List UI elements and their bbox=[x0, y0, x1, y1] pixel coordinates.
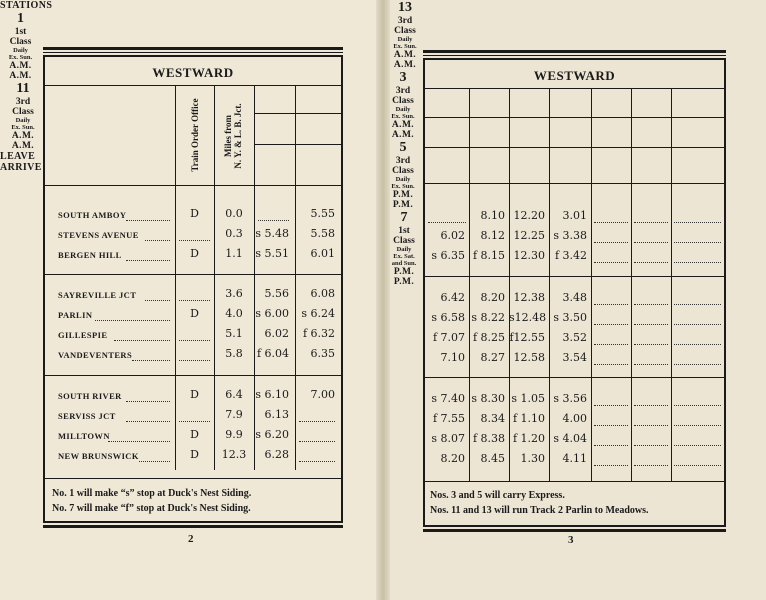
leader-dots bbox=[634, 424, 668, 426]
leader-dots bbox=[594, 444, 628, 446]
leader-dots bbox=[594, 323, 628, 325]
ampm-top: A.M. bbox=[393, 50, 417, 60]
train-class-line1: 3rd bbox=[395, 86, 411, 96]
train-class-line2: Class bbox=[12, 107, 34, 117]
leader-dots bbox=[674, 404, 721, 406]
time-cell: f 3.42 bbox=[554, 249, 587, 262]
train-class-line1: 1st bbox=[14, 27, 27, 37]
train-class-line2: Class bbox=[9, 37, 32, 47]
train-days-line1: Daily bbox=[13, 47, 28, 54]
time-cell: s 8.30 bbox=[471, 392, 505, 405]
bottom-rule bbox=[43, 525, 343, 528]
leader-dots bbox=[674, 261, 721, 263]
leader-dots bbox=[634, 241, 668, 243]
time-cell: 7.10 bbox=[440, 351, 465, 364]
leader-dots bbox=[126, 420, 170, 422]
time-cell: 5.55 bbox=[310, 207, 335, 220]
leader-dots bbox=[674, 221, 721, 223]
leader-dots bbox=[594, 241, 628, 243]
time-cell: s 6.20 bbox=[255, 428, 289, 441]
header-divider bbox=[45, 185, 341, 186]
ampm-top: A.M. bbox=[9, 61, 32, 71]
leader-dots bbox=[634, 343, 668, 345]
leader-dots bbox=[179, 299, 210, 301]
leader-dots bbox=[594, 343, 628, 345]
station-name: VANDEVENTERS bbox=[58, 350, 133, 360]
leave-label: LEAVE bbox=[0, 151, 36, 162]
time-cell: 12.38 bbox=[513, 291, 545, 304]
time-cell: f12.55 bbox=[509, 331, 545, 344]
leader-dots bbox=[634, 323, 668, 325]
miles-value: 0.0 bbox=[225, 207, 243, 220]
train-class-divider bbox=[425, 147, 724, 148]
train-number-divider bbox=[425, 117, 724, 118]
train-class-divider bbox=[254, 144, 341, 145]
time-cell: f 6.32 bbox=[302, 327, 335, 340]
time-cell: 8.20 bbox=[480, 291, 505, 304]
miles-value: 6.4 bbox=[225, 388, 243, 401]
footnote: No. 7 will make “f” stop at Duck's Nest Siding. bbox=[52, 503, 251, 514]
train-class-line2: Class bbox=[392, 96, 414, 106]
time-cell: 12.20 bbox=[513, 209, 545, 222]
time-cell: s 6.58 bbox=[431, 311, 465, 324]
train-number: 5 bbox=[399, 140, 407, 155]
train-order-office-header: Train Order Office bbox=[190, 98, 200, 172]
time-cell: s 3.50 bbox=[553, 311, 587, 324]
time-cell: s 5.51 bbox=[255, 247, 289, 260]
station-name: SOUTH RIVER bbox=[58, 391, 122, 401]
train-order-mark: D bbox=[190, 448, 199, 461]
ampm-top: A.M. bbox=[11, 131, 35, 141]
miles-value: 7.9 bbox=[225, 408, 243, 421]
train-days-line1: Daily bbox=[395, 106, 411, 113]
ampm-bottom: A.M. bbox=[11, 141, 35, 151]
time-cell: 6.01 bbox=[310, 247, 335, 260]
group-divider bbox=[45, 375, 341, 376]
ampm-top: P.M. bbox=[393, 267, 415, 277]
leader-dots bbox=[428, 221, 466, 223]
leader-dots bbox=[634, 261, 668, 263]
leader-dots bbox=[634, 464, 668, 466]
top-rule-thin bbox=[423, 55, 726, 56]
time-cell: 6.02 bbox=[440, 229, 465, 242]
time-cell: 8.34 bbox=[480, 412, 505, 425]
time-cell: 6.28 bbox=[264, 448, 289, 461]
train-class-line2: Class bbox=[393, 236, 415, 246]
time-cell: 8.12 bbox=[480, 229, 505, 242]
time-cell: 7.00 bbox=[310, 388, 335, 401]
time-cell: 3.48 bbox=[562, 291, 587, 304]
group-divider bbox=[45, 274, 341, 275]
train-days-line2: Ex. Sun. bbox=[393, 43, 417, 50]
time-cell: s 8.07 bbox=[431, 432, 465, 445]
leader-dots bbox=[126, 259, 170, 261]
time-cell: s 4.04 bbox=[553, 432, 587, 445]
miles-value: 1.1 bbox=[225, 247, 243, 260]
leader-dots bbox=[674, 343, 721, 345]
right-page bbox=[383, 0, 766, 600]
leader-dots bbox=[594, 424, 628, 426]
time-cell: s 3.56 bbox=[553, 392, 587, 405]
time-cell: s 7.40 bbox=[431, 392, 465, 405]
timetable-title: WESTWARD bbox=[533, 68, 616, 83]
train-class-line1: 3rd bbox=[397, 16, 413, 26]
footnote: Nos. 11 and 13 will run Track 2 Parlin to Meadows. bbox=[430, 505, 649, 516]
train-class-line2: Class bbox=[392, 166, 414, 176]
top-rule-thin bbox=[43, 52, 343, 53]
time-cell: f 8.15 bbox=[472, 249, 505, 262]
leader-dots bbox=[594, 404, 628, 406]
leader-dots bbox=[674, 241, 721, 243]
train-number: 3 bbox=[399, 70, 407, 85]
ampm-bottom: A.M. bbox=[9, 71, 32, 81]
ampm-bottom: P.M. bbox=[392, 200, 414, 210]
miles-header bbox=[223, 86, 245, 186]
timetable-title: WESTWARD bbox=[152, 65, 234, 80]
train-days-line1: Daily bbox=[15, 117, 31, 124]
station-name: BERGEN HILL bbox=[58, 250, 122, 260]
book-gutter bbox=[376, 0, 390, 600]
train-number: 1 bbox=[17, 11, 24, 26]
leader-dots bbox=[674, 424, 721, 426]
time-cell: s 8.22 bbox=[471, 311, 505, 324]
miles-value: 4.0 bbox=[225, 307, 243, 320]
time-cell: f 1.20 bbox=[512, 432, 545, 445]
station-name: NEW BRUNSWICK bbox=[58, 451, 139, 461]
time-cell: 3.54 bbox=[562, 351, 587, 364]
notes-divider bbox=[425, 481, 724, 482]
station-name: STEVENS AVENUE bbox=[58, 230, 139, 240]
time-cell: f 8.38 bbox=[472, 432, 505, 445]
leader-dots bbox=[126, 219, 170, 221]
leader-dots bbox=[108, 440, 170, 442]
time-cell: 6.42 bbox=[440, 291, 465, 304]
station-name: SERVISS JCT bbox=[58, 411, 116, 421]
leader-dots bbox=[132, 359, 170, 361]
miles-value: 5.8 bbox=[225, 347, 243, 360]
leader-dots bbox=[179, 339, 210, 341]
time-cell: 6.08 bbox=[310, 287, 335, 300]
leader-dots bbox=[674, 363, 721, 365]
ampm-bottom: P.M. bbox=[393, 277, 415, 287]
time-cell: s 1.05 bbox=[511, 392, 545, 405]
leader-dots bbox=[674, 323, 721, 325]
leader-dots bbox=[179, 239, 210, 241]
header-divider bbox=[425, 183, 724, 184]
time-cell: s 6.24 bbox=[301, 307, 335, 320]
leader-dots bbox=[299, 440, 335, 442]
time-cell: 8.20 bbox=[440, 452, 465, 465]
bottom-rule bbox=[423, 529, 726, 532]
train-days-line2: Ex. Sun. bbox=[8, 54, 33, 61]
leader-dots bbox=[258, 219, 289, 221]
time-cell: 4.11 bbox=[562, 452, 587, 465]
leader-dots bbox=[299, 460, 335, 462]
train-number-divider bbox=[254, 113, 341, 114]
train-days-line1: Daily bbox=[396, 246, 412, 253]
time-cell: 1.30 bbox=[520, 452, 545, 465]
train-number: 11 bbox=[16, 81, 30, 96]
train-order-mark: D bbox=[190, 388, 199, 401]
time-cell: s 6.10 bbox=[255, 388, 289, 401]
train-order-mark: D bbox=[190, 247, 199, 260]
leader-dots bbox=[179, 359, 210, 361]
leader-dots bbox=[95, 319, 170, 321]
leader-dots bbox=[179, 420, 210, 422]
leader-dots bbox=[145, 239, 170, 241]
leader-dots bbox=[594, 363, 628, 365]
train-class-line1: 3rd bbox=[15, 97, 31, 107]
train-order-mark: D bbox=[190, 428, 199, 441]
leader-dots bbox=[114, 339, 170, 341]
train-days-line1: Daily bbox=[395, 176, 411, 183]
train-days-line3: and Sun. bbox=[391, 260, 417, 267]
leader-dots bbox=[594, 261, 628, 263]
time-cell: f 1.10 bbox=[512, 412, 545, 425]
time-cell: f 7.55 bbox=[432, 412, 465, 425]
leader-dots bbox=[674, 303, 721, 305]
ampm-top: A.M. bbox=[391, 120, 415, 130]
leader-dots bbox=[634, 444, 668, 446]
ampm-top: P.M. bbox=[392, 190, 414, 200]
footnote: No. 1 will make “s” stop at Duck's Nest Siding. bbox=[52, 488, 252, 499]
leader-dots bbox=[634, 363, 668, 365]
time-cell: 12.30 bbox=[513, 249, 545, 262]
group-divider bbox=[425, 276, 724, 277]
train-days-line2: Ex. Sun. bbox=[391, 113, 415, 120]
notes-divider bbox=[45, 478, 341, 479]
train-days-line1: Daily bbox=[397, 36, 413, 43]
leader-dots bbox=[139, 460, 170, 462]
page-number: 3 bbox=[568, 534, 574, 546]
time-cell: f 6.04 bbox=[256, 347, 289, 360]
miles-value: 0.3 bbox=[225, 227, 243, 240]
miles-value: 12.3 bbox=[221, 448, 247, 461]
leader-dots bbox=[674, 444, 721, 446]
miles-value: 3.6 bbox=[225, 287, 243, 300]
time-cell: s 3.38 bbox=[553, 229, 587, 242]
train-days-line2: Ex. Sat. bbox=[393, 253, 415, 260]
train-class-line1: 3rd bbox=[395, 156, 411, 166]
leader-dots bbox=[594, 464, 628, 466]
group-divider bbox=[425, 377, 724, 378]
time-cell: 12.58 bbox=[513, 351, 545, 364]
time-cell: s 5.48 bbox=[255, 227, 289, 240]
leader-dots bbox=[634, 404, 668, 406]
time-cell: 6.02 bbox=[264, 327, 289, 340]
train-class-line2: Class bbox=[394, 26, 416, 36]
time-cell: 5.58 bbox=[310, 227, 335, 240]
leader-dots bbox=[145, 299, 170, 301]
train-days-line2: Ex. Sun. bbox=[391, 183, 415, 190]
ampm-bottom: A.M. bbox=[393, 60, 417, 70]
column-rule bbox=[175, 86, 176, 470]
footnote: Nos. 3 and 5 will carry Express. bbox=[430, 490, 565, 501]
time-cell: 4.00 bbox=[562, 412, 587, 425]
time-cell: 8.10 bbox=[480, 209, 505, 222]
time-cell: 8.27 bbox=[480, 351, 505, 364]
stations-header: STATIONS bbox=[0, 0, 53, 11]
train-days-line2: Ex. Sun. bbox=[11, 124, 35, 131]
time-cell: s 6.35 bbox=[431, 249, 465, 262]
time-cell: 3.01 bbox=[562, 209, 587, 222]
time-cell: 12.25 bbox=[513, 229, 545, 242]
station-name: GILLESPIE bbox=[58, 330, 108, 340]
miles-value: 5.1 bbox=[225, 327, 243, 340]
station-name: SOUTH AMBOY bbox=[58, 210, 127, 220]
time-cell: 6.13 bbox=[264, 408, 289, 421]
time-cell: 6.35 bbox=[310, 347, 335, 360]
page-number: 2 bbox=[188, 533, 194, 545]
arrive-label: ARRIVE bbox=[0, 162, 42, 173]
time-cell: f 8.25 bbox=[472, 331, 505, 344]
station-name: MILLTOWN bbox=[58, 431, 110, 441]
leader-dots bbox=[634, 221, 668, 223]
miles-header-line2: N. Y. & L. B. Jct. bbox=[233, 103, 243, 169]
train-order-mark: D bbox=[190, 307, 199, 320]
leader-dots bbox=[126, 400, 170, 402]
station-name: SAYREVILLE JCT bbox=[58, 290, 137, 300]
time-cell: s 6.00 bbox=[255, 307, 289, 320]
time-cell: 5.56 bbox=[264, 287, 289, 300]
station-name: PARLIN bbox=[58, 310, 93, 320]
miles-value: 9.9 bbox=[225, 428, 243, 441]
train-number: 13 bbox=[398, 0, 412, 15]
time-cell: 8.45 bbox=[480, 452, 505, 465]
train-class-line1: 1st bbox=[398, 226, 410, 236]
leader-dots bbox=[594, 303, 628, 305]
leader-dots bbox=[299, 420, 335, 422]
train-order-mark: D bbox=[190, 207, 199, 220]
top-rule bbox=[43, 47, 343, 50]
leader-dots bbox=[594, 221, 628, 223]
leader-dots bbox=[674, 464, 721, 466]
top-rule bbox=[423, 50, 726, 53]
miles-header-line1: Miles from bbox=[223, 114, 233, 158]
leader-dots bbox=[634, 303, 668, 305]
ampm-bottom: A.M. bbox=[391, 130, 415, 140]
time-cell: f 7.07 bbox=[432, 331, 465, 344]
time-cell: s12.48 bbox=[509, 311, 547, 324]
time-cell: 3.52 bbox=[562, 331, 587, 344]
train-number: 7 bbox=[400, 210, 408, 225]
